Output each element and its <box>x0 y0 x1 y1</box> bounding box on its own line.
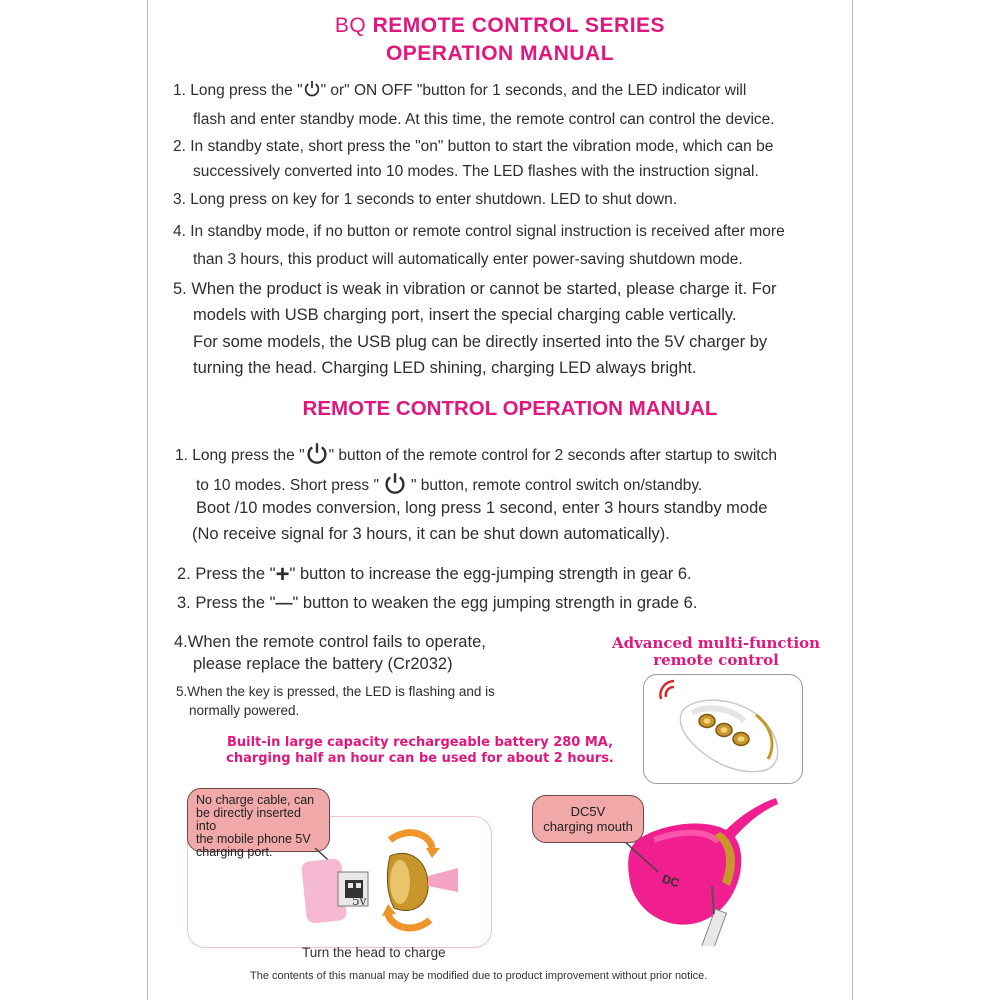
battery-note-line-1: Built-in large capacity rechargeable battery 280 MA, <box>226 735 614 750</box>
dc-port-label: DC <box>660 871 682 891</box>
remote-item-4-line-1: 4.When the remote control fails to operate, <box>174 633 486 651</box>
remote-item-1-line-2: to 10 modes. Short press " " button, remote control switch on/standby. <box>196 472 702 496</box>
power-icon <box>383 472 407 496</box>
remote-item-1-line-1: 1. Long press the " " button of the remote control for 2 seconds after startup to switch <box>175 442 777 466</box>
device-item-4-line-1: 4. In standby mode, if no button or remote control signal instruction is received after more <box>173 223 785 240</box>
remote-item-1-line-4: (No receive signal for 3 hours, it can be shut down automatically). <box>192 525 670 543</box>
remote-item-1-line-3: Boot /10 modes conversion, long press 1 second, enter 3 hours standby mode <box>196 499 768 517</box>
usb-head-illustration <box>290 820 480 940</box>
remote-item-5-line-2: normally powered. <box>189 703 300 718</box>
device-item-3: 3. Long press on key for 1 seconds to enter shutdown. LED to shut down. <box>173 191 678 208</box>
device-item-1-line-2: flash and enter standby mode. At this time, the remote control can control the device. <box>193 111 775 128</box>
device-item-2-line-1: 2. In standby state, short press the "on" button to start the vibration mode, which can be <box>173 138 774 155</box>
device-item-5-line-4: turning the head. Charging LED shining, charging LED always bright. <box>193 359 697 377</box>
device-item-5-line-2: models with USB charging port, insert the special charging cable vertically. <box>193 306 737 324</box>
charge-cable-callout: No charge cable, can be directly inserted into the mobile phone 5V charging port. <box>187 788 330 852</box>
usb-voltage-label: 5v <box>352 894 367 908</box>
plus-icon: + <box>275 561 290 588</box>
remote-item-3: 3. Press the "—" button to weaken the egg jumping strength in grade 6. <box>177 593 698 612</box>
minus-icon: — <box>275 593 293 612</box>
device-item-4-line-2: than 3 hours, this product will automatically enter power-saving shutdown mode. <box>193 251 743 268</box>
footer-notice: The contents of this manual may be modified due to product improvement without prior notice. <box>250 970 708 982</box>
remote-control-illustration <box>644 675 802 783</box>
remote-item-2: 2. Press the "+" button to increase the egg-jumping strength in gear 6. <box>177 561 692 588</box>
title-prefix: BQ <box>334 14 367 37</box>
device-item-1-line-1: 1. Long press the " " or" ON OFF "button for 1 seconds, and the LED indicator will <box>173 82 747 99</box>
remote-image-label-1: Advanced multi-function <box>611 634 821 652</box>
power-icon <box>303 80 321 98</box>
remote-image-label-2: remote control <box>653 651 779 669</box>
device-item-2-line-2: successively converted into 10 modes. The LED flashes with the instruction signal. <box>193 163 759 180</box>
page-subtitle: OPERATION MANUAL <box>385 42 615 65</box>
remote-section-title: REMOTE CONTROL OPERATION MANUAL <box>302 397 718 420</box>
remote-item-4-line-2: please replace the battery (Cr2032) <box>193 655 453 673</box>
title-main: REMOTE CONTROL SERIES <box>372 14 666 37</box>
page-title <box>0 14 1000 38</box>
device-item-5-line-3: For some models, the USB plug can be directly inserted into the 5V charger by <box>193 333 768 351</box>
remote-item-5-line-1: 5.When the key is pressed, the LED is flashing and is <box>176 684 495 699</box>
device-item-5-line-1: 5. When the product is weak in vibration or cannot be started, please charge it. For <box>173 280 777 298</box>
charge-left-caption: Turn the head to charge <box>302 945 446 960</box>
remote-control-image <box>643 674 803 784</box>
dc-charging-callout: DC5V charging mouth <box>532 795 644 843</box>
power-icon <box>305 442 329 466</box>
battery-note-line-2: charging half an hour can be used for about 2 hours. <box>226 751 614 766</box>
